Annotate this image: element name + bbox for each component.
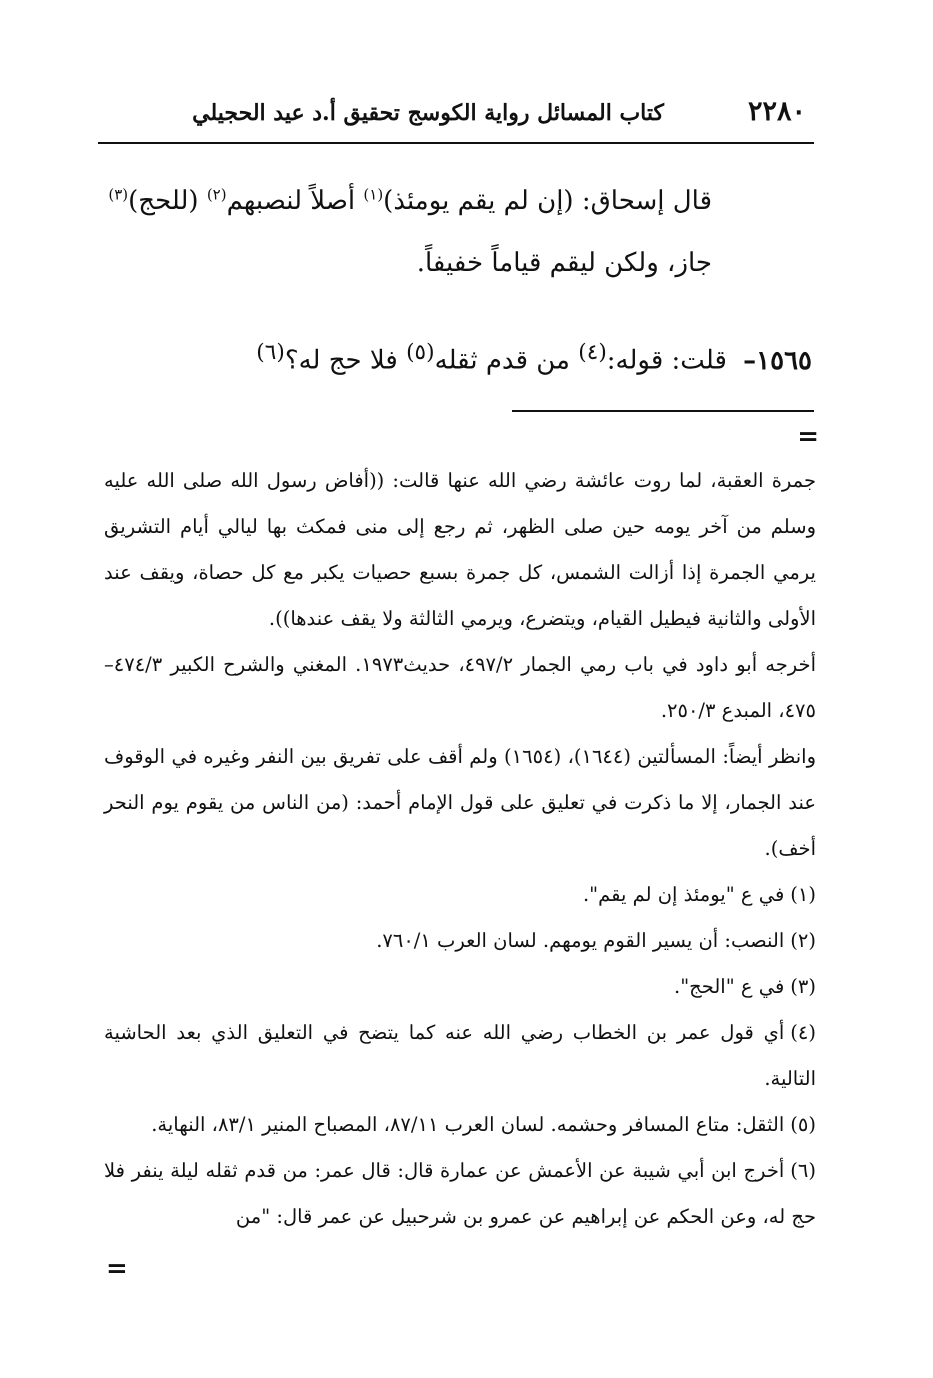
footnote-5 — [104, 1102, 816, 1148]
main-line-2: جاز، ولكن ليقم قياماً خفيفاً. — [416, 248, 712, 278]
footnote-number: (٤) — [790, 1021, 816, 1044]
entry-text-b: من قدم ثقله — [434, 345, 579, 376]
continued-mark-bottom: = — [106, 1254, 128, 1284]
book-title: كتاب المسائل رواية الكوسج تحقيق أ.د عيد الحجيلي — [192, 100, 664, 126]
entry-text-a: قلت: قوله: — [606, 345, 736, 376]
footnote-number: (١) — [790, 883, 816, 906]
footnote-text: أي قول عمر بن الخطاب رضي الله عنه كما يتضح في التعليق الذي بعد الحاشية التالية. — [104, 1021, 816, 1090]
footnote-text: النصب: أن يسير القوم يومهم. لسان العرب ٧٦٠/١. — [376, 929, 785, 952]
main-line-1-part-a: قال إسحاق: (إن لم يقم يومئذ) — [383, 186, 712, 216]
footnote-text: الثقل: متاع المسافر وحشمه. لسان العرب ٨٧/١١، المصباح المنير ٨٣/١، النهاية. — [151, 1113, 785, 1136]
footnote-number: (٣) — [790, 975, 816, 998]
footnote-ref-2: (٢) — [206, 185, 227, 204]
footnote-continuation-3: وانظر أيضاً: المسألتين (١٦٤٤)، (١٦٥٤) ولم أقف على تفريق بين النفر وغيره في الوقوف عند الجمار، إلا ما ذكرت في تعليق على قول الإمام أحمد: (من الناس من يقوم يوم النحر أخف). — [104, 745, 816, 860]
footnote-number: (٢) — [790, 929, 816, 952]
footnote-1 — [104, 872, 816, 918]
page-number: ٢٢٨٠ — [747, 96, 806, 127]
main-text — [100, 170, 712, 294]
footnote-continuation-1: جمرة العقبة، لما روت عائشة رضي الله عنها قالت: ((أفاض رسول الله صلى الله عليه وسلم من آخر يومه حين صلى الظهر، ثم رجع إلى منى فمكث بها ليالي أيام التشريق يرمي الجمرة إذا أزالت الشمس، كل جمرة بسبع حصيات يكبر مع كل حصاة، ويقف عند الأولى والثانية فيطيل القيام، ويتضرع، ويرمي الثالثة ولا يقف عندها)). — [104, 469, 816, 630]
footnote-number: (٥) — [790, 1113, 816, 1136]
entry-text-c: فلا حج له؟ — [284, 345, 407, 376]
footnote-6 — [104, 1148, 816, 1240]
footnote-3 — [104, 964, 816, 1010]
footnote-ref-4: (٤) — [578, 340, 607, 365]
main-line-1 — [100, 170, 712, 232]
footnote-text: في ع "الحج". — [674, 975, 785, 998]
main-line-1-part-c: (للحج) — [128, 186, 207, 216]
footnote-ref-5: (٥) — [406, 340, 435, 365]
entry-number: ١٥٦٥– — [743, 345, 812, 376]
running-head — [98, 92, 814, 140]
footnote-4 — [104, 1010, 816, 1102]
continued-mark-top: = — [797, 422, 819, 452]
footnote-ref-6: (٦) — [256, 340, 285, 365]
question-entry — [150, 330, 812, 384]
footnote-ref-1: (١) — [363, 185, 384, 204]
footnote-continuation-2: أخرجه أبو داود في باب رمي الجمار ٤٩٧/٢، حديث١٩٧٣. المغني والشرح الكبير ٤٧٤/٣–٤٧٥، المبدع ٢٥٠/٣. — [104, 653, 817, 722]
header-rule — [98, 142, 814, 144]
footnote-ref-3: (٣) — [108, 185, 129, 204]
main-line-1-part-b: أصلاً لنصبهم — [226, 186, 364, 216]
footnote-text: أخرج ابن أبي شيبة عن الأعمش عن عمارة قال: قال عمر: من قدم ثقله ليلة ينفر فلا حج له، وعن الحكم عن إبراهيم عن عمرو بن شرحبيل عن عمر قال: "من — [104, 1159, 816, 1228]
footnote-text: في ع "يومئذ إن لم يقم". — [582, 883, 785, 906]
footnotes — [104, 458, 816, 1240]
footnote-2 — [104, 918, 816, 964]
footnote-separator — [512, 410, 814, 412]
footnote-number: (٦) — [790, 1159, 816, 1182]
